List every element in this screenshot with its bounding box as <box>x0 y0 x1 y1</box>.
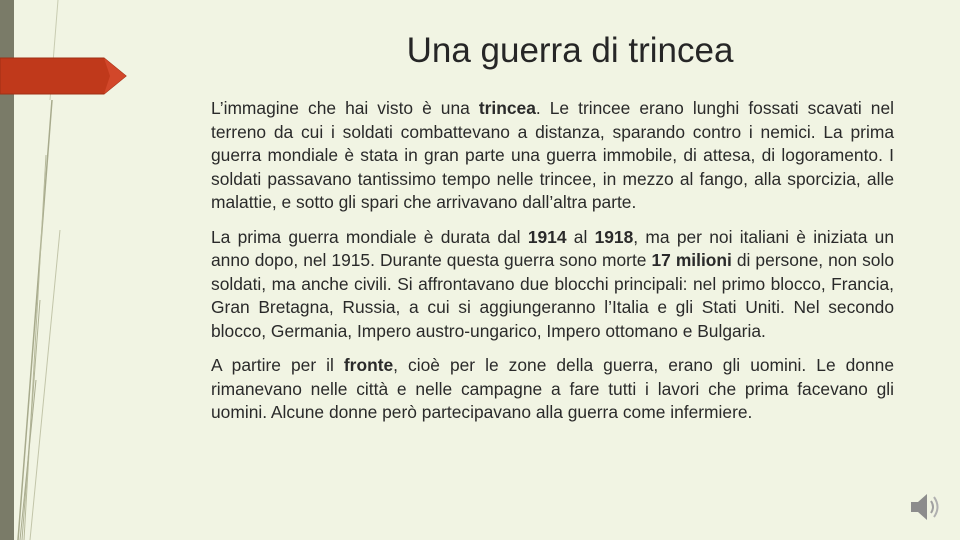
text-segment: , cioè per le zone della guerra, erano gli uomini. Le donne rimanevano nelle città e nelle campagne a fare tutti i lavori che prima facevano gli uomini. Alcune donne però partecipavano alla guerra come infermiere. <box>211 355 894 422</box>
text-segment: L’immagine che hai visto è una <box>211 98 479 118</box>
speaker-icon[interactable] <box>905 488 945 526</box>
bold-text: 1914 <box>527 226 567 247</box>
bold-text: fronte <box>343 355 394 375</box>
bold-text: 1918 <box>594 226 634 247</box>
bold-text: 17 milioni <box>651 250 732 270</box>
text-segment: A partire per il <box>211 355 344 375</box>
red-arrow-accent <box>0 56 128 96</box>
text-segment: La prima guerra mondiale è durata dal <box>211 226 528 247</box>
page-title: Una guerra di trincea <box>406 31 734 70</box>
paragraph-trincea <box>211 97 894 215</box>
text-segment: di persone, non solo soldati, ma anche civili. Si affrontavano due blocchi principali: nel primo blocco, Francia, Gran Bretagna, Russia, a cui si aggiungeranno l’Italia e gli Stati Uniti. Nel secondo blocco, Germania, Impero austro-ungarico, Impero ottomano e Bulgaria. <box>211 250 894 341</box>
paragraph-fronte <box>211 354 894 425</box>
text-segment: al <box>566 226 595 247</box>
text-segment: , ma per noi italiani è iniziata un anno dopo, nel 1915. Durante questa guerra sono morte <box>211 226 895 270</box>
slide-body <box>211 97 894 436</box>
text-segment: . Le trincee erano lunghi fossati scavati nel terreno da cui i soldati combattevano a distanza, sparando contro i nemici. La prima guerra mondiale è stata in gran parte una guerra immobile, di attesa, di logoramento. I soldati passavano tantissimo tempo nelle trincee, in mezzo al fango, alla sporcizia, alle malattie, e sotto gli spari che arrivavano dall’altra parte. <box>211 98 894 212</box>
bold-text: trincea <box>478 98 536 118</box>
paragraph-guerra-mondiale <box>211 226 894 344</box>
